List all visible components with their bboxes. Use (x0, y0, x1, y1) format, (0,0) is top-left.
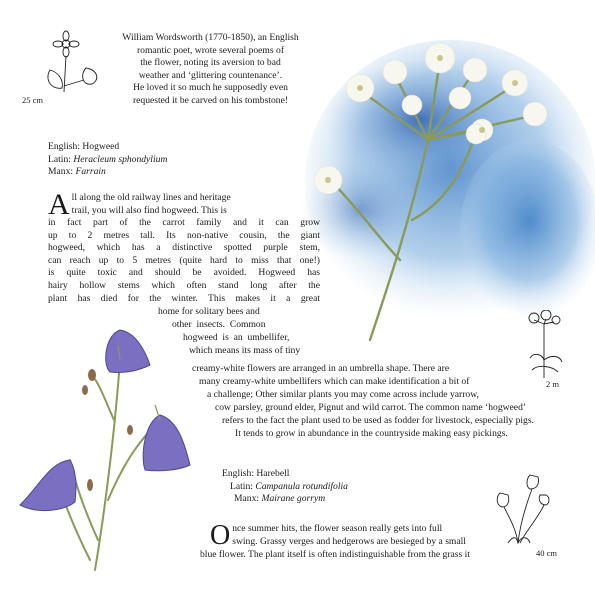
harebell-manx-name: Manx: Mairane gorrym (234, 493, 326, 505)
small-flower-sketch-icon (40, 30, 110, 95)
body-line: swing. Grassy verges and hedgerows are besieged by a small (232, 535, 466, 547)
quote-line: William Wordsworth (1770-1850), an English (122, 32, 299, 43)
harebell-english-name: English: Harebell (222, 468, 290, 479)
quote-line: weather and ‘glittering countenance’. (138, 69, 283, 81)
quote-line: romantic poet, wrote several poems of (136, 44, 285, 56)
quote-line: He loved it so much he supposedly even (133, 82, 288, 94)
body-line: refers to the fact the plant used to be used as fodder for livestock, especially pigs. (222, 415, 534, 426)
body-line: up to 2 metres tall. Its non-native cousin, the giant (48, 229, 320, 241)
body-line: can reach up to 5 metres (quite hard to miss that one!) (48, 254, 320, 266)
body-line: It tends to grow in abundance in the countryside making easy pickings. (235, 428, 508, 439)
quote-line: requested it be carved on his tombstone! (132, 94, 289, 106)
body-line: trail, you will also find hogweed. This is (71, 204, 227, 216)
dropcap: O (210, 520, 231, 551)
hogweed-illustration (300, 30, 595, 350)
body-line: other insects. Common (172, 319, 266, 330)
harebell-first-line: Once summer hits, the flower season really gets into full (210, 520, 443, 551)
hogweed-names (48, 141, 167, 179)
body-line: cow parsley, ground elder, Pignut and wild carrot. The common name ‘hogweed’ (215, 402, 527, 413)
wordsworth-quote (108, 32, 313, 108)
hogweed-first-line: All along the old railway lines and heritage (48, 188, 231, 221)
hogweed-sketch-icon (522, 310, 567, 380)
harebell-sketch-icon (490, 465, 555, 547)
hogweed-size-label: 2 m (546, 379, 559, 389)
hogweed-body-block (48, 217, 320, 305)
body-line: creamy-white flowers are arranged in an umbrella shape. There are (192, 363, 450, 374)
body-line: which means its mass of tiny (189, 345, 301, 356)
harebell-body (210, 520, 495, 551)
body-line: plant has died for the winter. This makes it a great (48, 292, 320, 304)
body-line: hogweed, which has a distinctive spotted purple stem, (48, 242, 320, 254)
harebell-illustration (10, 310, 210, 575)
body-line: in fact part of the carrot family and it can grow (48, 217, 320, 228)
hogweed-latin-name: Latin: Heracleum sphondylium (48, 153, 168, 165)
hogweed-body (48, 188, 323, 221)
body-line: home for solitary bees and (158, 306, 260, 317)
harebell-names (222, 468, 348, 506)
body-line: is quite toxic and should be avoided. Hogweed has (48, 267, 320, 279)
hogweed-english-name: English: Hogweed (48, 141, 120, 152)
harebell-size-label: 40 cm (536, 548, 558, 558)
body-line: blue flower. The plant itself is often indistinguishable from the grass it (200, 549, 470, 560)
body-line: a challenge; Other similar plants you may come across include yarrow, (207, 389, 479, 400)
harebell-latin-name: Latin: Campanula rotundifolia (230, 480, 348, 492)
body-line: hairy hollow stems which often stand long after the (48, 279, 320, 291)
dropcap: A (48, 188, 70, 221)
hogweed-manx-name: Manx: Farrain (48, 166, 106, 178)
small-flower-size-label: 25 cm (22, 95, 44, 105)
quote-line: the flower, noting its aversion to bad (140, 57, 281, 69)
body-line: many creamy-white umbellifers which can make identification a bit of (199, 376, 470, 387)
body-line: hogweed is an umbellifer, (183, 332, 290, 343)
